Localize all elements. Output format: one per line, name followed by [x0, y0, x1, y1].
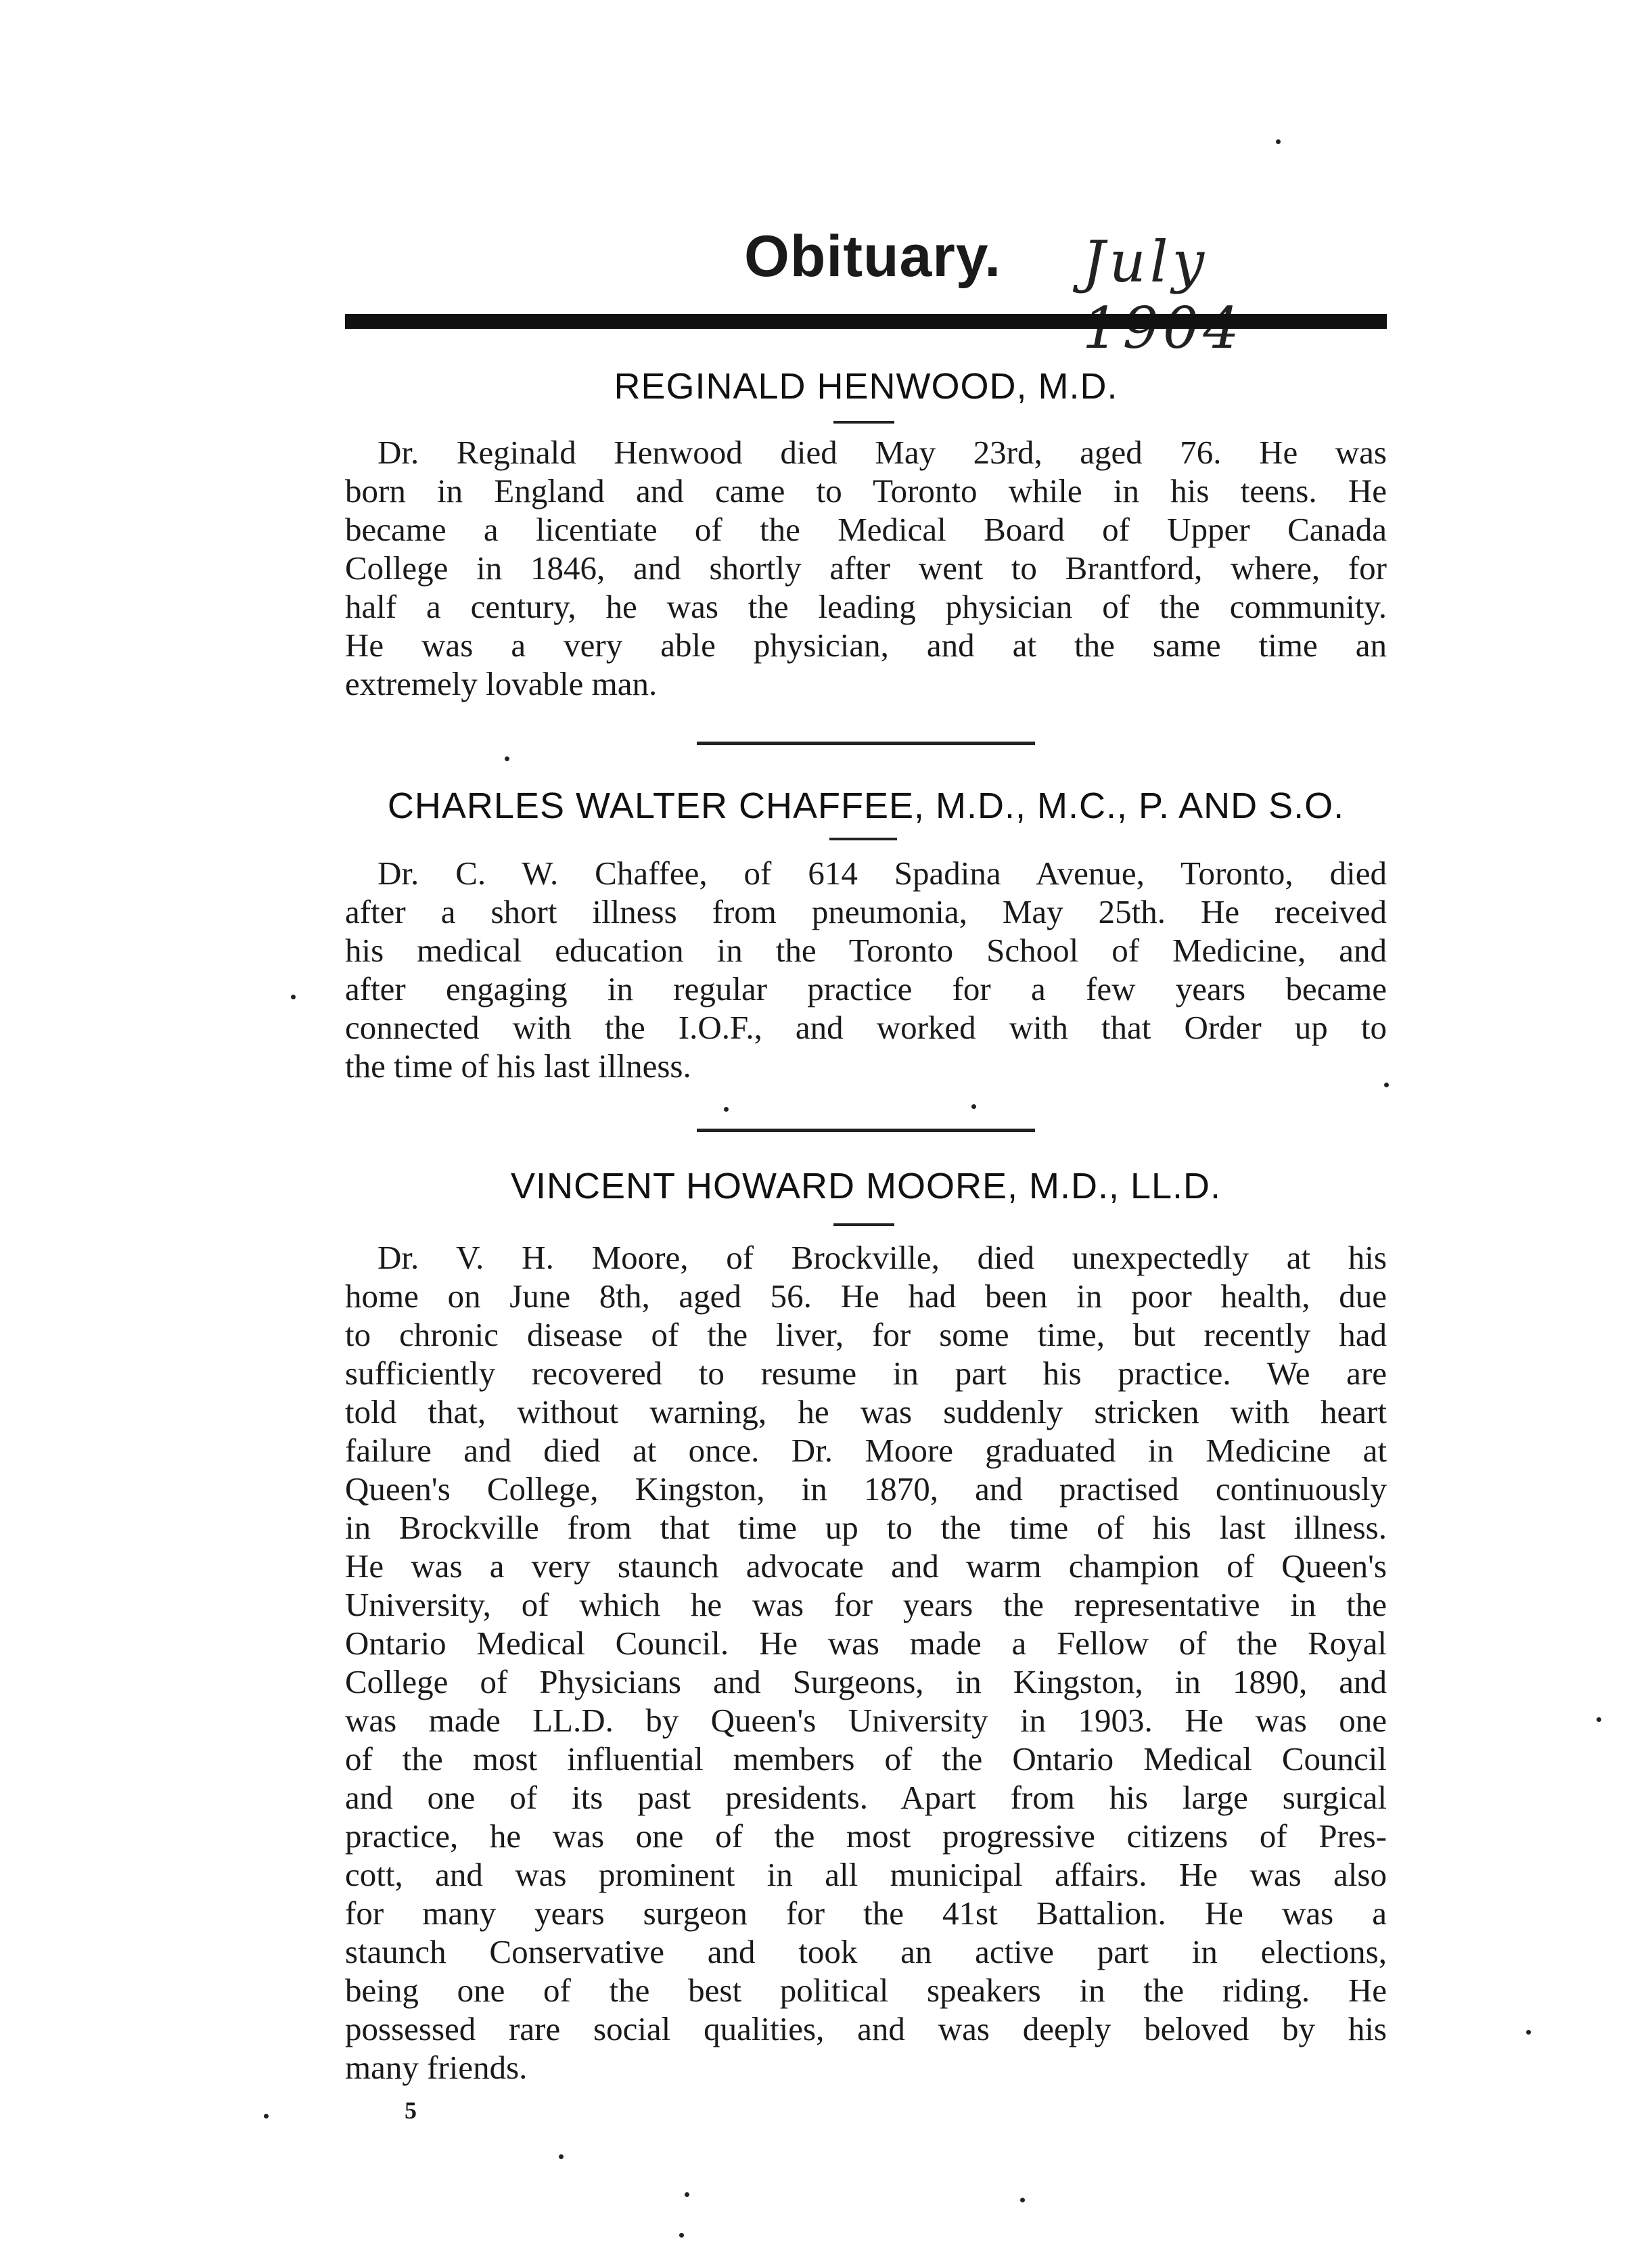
obituary-body: [345, 433, 1387, 703]
obituary-heading: CHARLES WALTER CHAFFEE, M.D., M.C., P. AND S.O.: [387, 786, 1345, 826]
scan-speck: [291, 995, 296, 999]
text-line: extremely lovable man.: [345, 665, 658, 702]
text-line: practice, he was one of the most progressive citizens of Pres-: [345, 1817, 1387, 1855]
text-line: connected with the I.O.F., and worked with that Order up to: [345, 1009, 1387, 1046]
obituary-body: [345, 854, 1387, 1085]
text-line: Dr. Reginald Henwood died May 23rd, aged 76. He was: [377, 434, 1387, 471]
page-header: [345, 223, 1387, 318]
text-line: Dr. C. W. Chaffee, of 614 Spadina Avenue, Toronto, died: [377, 855, 1387, 892]
text-line: after a short illness from pneumonia, May 25th. He received: [345, 893, 1387, 930]
text-line: was made LL.D. by Queen's University in 1903. He was one: [345, 1702, 1387, 1739]
text-line: in Brockville from that time up to the time of his last illness.: [345, 1509, 1387, 1546]
obituary-body: [345, 1238, 1387, 2087]
scan-speck: [724, 1107, 729, 1112]
obituary-heading: REGINALD HENWOOD, M.D.: [614, 366, 1118, 407]
text-line: staunch Conservative and took an active part in elections,: [345, 1933, 1387, 1970]
text-line: the time of his last illness.: [345, 1047, 691, 1085]
text-line: half a century, he was the leading physician of the community.: [345, 588, 1387, 625]
text-line: College in 1846, and shortly after went to Brantford, where, for: [345, 549, 1387, 587]
text-line: possessed rare social qualities, and was deeply beloved by his: [345, 2010, 1387, 2047]
obituary-heading: VINCENT HOWARD MOORE, M.D., LL.D.: [510, 1166, 1222, 1206]
section-divider: [697, 742, 1035, 745]
scan-speck: [685, 2192, 689, 2197]
text-line: Queen's College, Kingston, in 1870, and practised continuously: [345, 1470, 1387, 1508]
text-line: many friends.: [345, 2049, 528, 2086]
scan-speck: [1526, 2030, 1531, 2035]
heading-underline: [833, 421, 894, 424]
text-line: told that, without warning, he was suddenly stricken with heart: [345, 1393, 1387, 1430]
text-line: born in England and came to Toronto while in his teens. He: [345, 472, 1387, 509]
scan-speck: [971, 1104, 976, 1109]
text-line: for many years surgeon for the 41st Battalion. He was a: [345, 1895, 1387, 1932]
text-line: of the most influential members of the Ontario Medical Council: [345, 1740, 1387, 1777]
text-line: being one of the best political speakers in the riding. He: [345, 1972, 1387, 2009]
heading-underline: [833, 1223, 894, 1226]
header-rule: [345, 314, 1387, 329]
text-line: Ontario Medical Council. He was made a Fellow of the Royal: [345, 1625, 1387, 1662]
text-line: sufficiently recovered to resume in part his practice. We are: [345, 1355, 1387, 1392]
text-line: home on June 8th, aged 56. He had been in poor health, due: [345, 1277, 1387, 1315]
text-line: became a licentiate of the Medical Board of Upper Canada: [345, 511, 1387, 548]
scan-speck: [1597, 1717, 1601, 1722]
scan-speck: [1276, 139, 1281, 144]
text-line: to chronic disease of the liver, for some time, but recently had: [345, 1316, 1387, 1353]
text-line: College of Physicians and Surgeons, in Kingston, in 1890, and: [345, 1663, 1387, 1700]
page-title: Obituary.: [744, 224, 1002, 289]
page-number: 5: [405, 2097, 417, 2124]
text-line: and one of its past presidents. Apart from his large surgical: [345, 1779, 1387, 1816]
text-line: University, of which he was for years the representative in the: [345, 1586, 1387, 1623]
text-line: failure and died at once. Dr. Moore graduated in Medicine at: [345, 1432, 1387, 1469]
scan-speck: [679, 2233, 684, 2238]
text-line: his medical education in the Toronto School of Medicine, and: [345, 932, 1387, 969]
section-divider: [697, 1129, 1035, 1132]
handwritten-date: July: [1082, 229, 1209, 295]
scan-speck: [264, 2114, 269, 2118]
text-line: He was a very staunch advocate and warm champion of Queen's: [345, 1547, 1387, 1585]
scan-speck: [505, 756, 509, 761]
text-line: Dr. V. H. Moore, of Brockville, died unexpectedly at his: [377, 1239, 1387, 1276]
text-line: cott, and was prominent in all municipal affairs. He was also: [345, 1856, 1387, 1893]
heading-underline: [829, 838, 897, 840]
text-line: after engaging in regular practice for a few years became: [345, 970, 1387, 1007]
scan-speck: [559, 2154, 564, 2159]
text-line: He was a very able physician, and at the same time an: [345, 627, 1387, 664]
scan-speck: [1384, 1083, 1389, 1087]
scan-speck: [1020, 2198, 1025, 2202]
